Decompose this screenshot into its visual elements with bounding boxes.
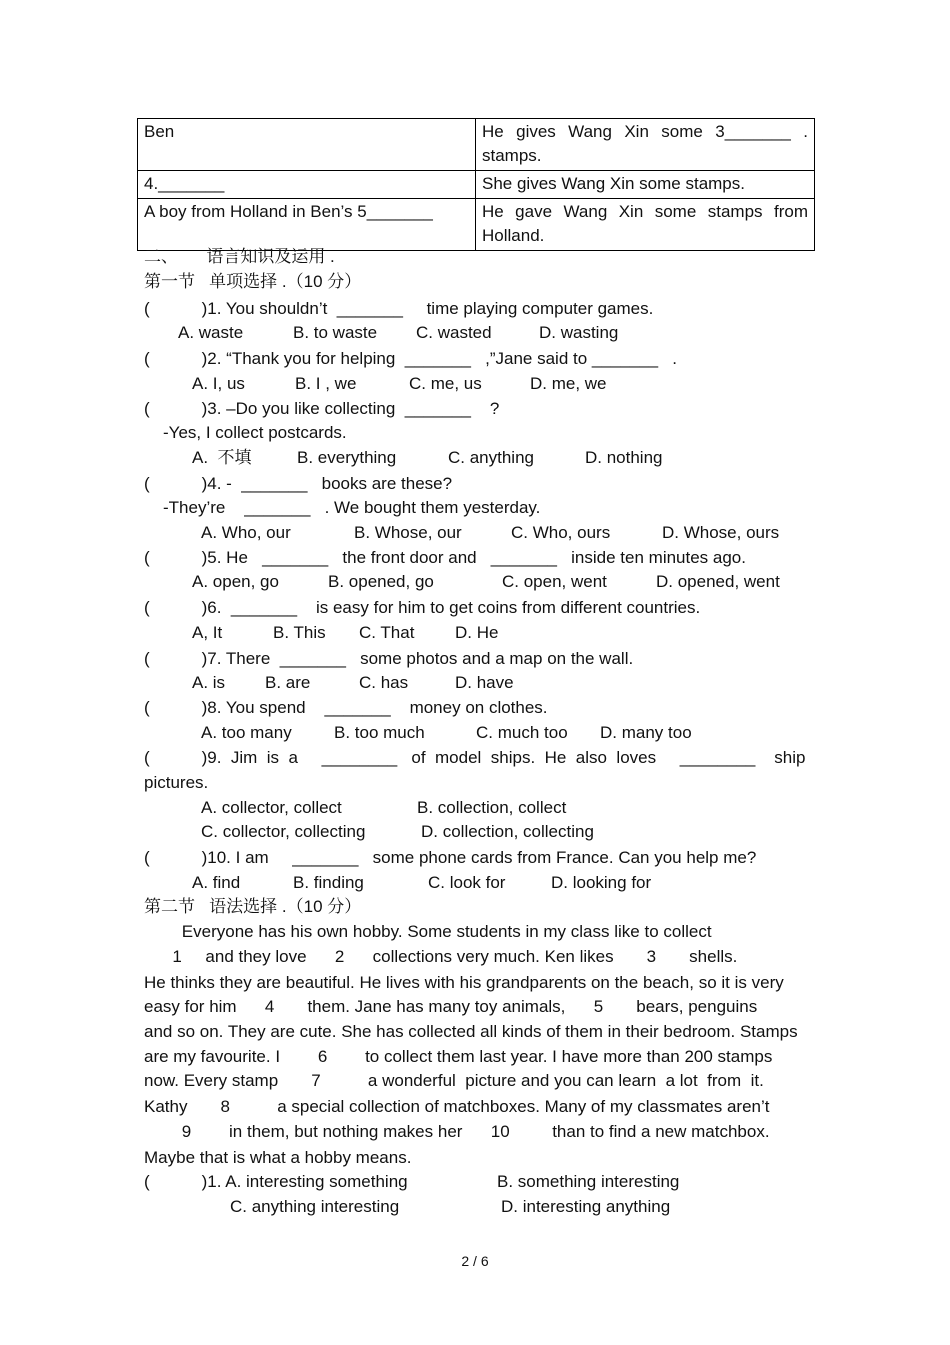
option: A. collector, collect (201, 798, 342, 817)
option: D. opened, went (656, 572, 780, 591)
option: B. to waste (293, 323, 378, 342)
page-number: 2 / 6 (461, 1253, 489, 1269)
table-cell: A boy from Holland in Ben’s 5_______ (138, 199, 476, 251)
option: B. opened, go (328, 572, 434, 591)
passage-line: 9 in them, but nothing makes her 10 than to find a new matchbox. (144, 1122, 770, 1141)
option: D. have (455, 673, 514, 692)
question-line: pictures. (144, 773, 209, 792)
question-stem: ( )1. A. interesting something (144, 1172, 408, 1191)
option: C. anything interesting (230, 1197, 400, 1216)
option: C. Who, ours (511, 523, 611, 542)
info-table (137, 118, 815, 251)
option: D. interesting anything (501, 1197, 671, 1216)
option: B. collection, collect (417, 798, 567, 817)
option: D. Whose, ours (662, 523, 780, 542)
option: D. many too (600, 723, 692, 742)
option: C. much too (476, 723, 568, 742)
option: D. nothing (585, 448, 663, 467)
table-cell (476, 199, 815, 251)
table-row (138, 171, 815, 199)
option: C. has (359, 673, 409, 692)
table-cell (476, 119, 815, 171)
part-heading: 二、 语言知识及运用 . (144, 247, 335, 266)
passage-line: now. Every stamp 7 a wonderful picture and you can learn a lot from it. (144, 1071, 764, 1090)
option: C. wasted (416, 323, 492, 342)
option: A. find (192, 873, 241, 892)
question-stem: ( )2. “Thank you for helping _______ ,”Jane said to _______ . (144, 349, 677, 368)
option: D. me, we (530, 374, 607, 393)
option: B. Whose, our (354, 523, 462, 542)
cell-line: He gave Wang Xin some stamps from (482, 202, 808, 221)
option: A. waste (178, 323, 244, 342)
option: B. This (273, 623, 326, 642)
option: D. looking for (551, 873, 652, 892)
cell-line: stamps. (482, 146, 542, 165)
option: B. finding (293, 873, 364, 892)
passage-line: Everyone has his own hobby. Some students in my class like to collect (144, 922, 712, 941)
question-stem: ( )7. There _______ some photos and a map on the wall. (144, 649, 634, 668)
option: B. are (265, 673, 311, 692)
cell-line: She gives Wang Xin some stamps. (482, 174, 745, 193)
question-stem: ( )5. He _______ the front door and _______ inside ten minutes ago. (144, 548, 746, 567)
table-cell: 4._______ (138, 171, 476, 199)
table-row (138, 199, 815, 251)
option: B. I , we (295, 374, 357, 393)
option: B. too much (334, 723, 425, 742)
option: A. is (192, 673, 226, 692)
question-stem: ( )4. - _______ books are these? (144, 474, 453, 493)
section-title: 第二节 语法选择 .（10 分） (144, 897, 362, 916)
option: D. He (455, 623, 499, 642)
option: B. everything (297, 448, 397, 467)
passage-line: easy for him 4 them. Jane has many toy animals, 5 bears, penguins (144, 997, 758, 1016)
question-stem: ( )1. You shouldn’t _______ time playing computer games. (144, 299, 654, 318)
option: A. I, us (192, 374, 245, 393)
passage-line: 1 and they love 2 collections very much. Ken likes 3 shells. (144, 947, 738, 966)
passage-line: He thinks they are beautiful. He lives with his grandparents on the beach, so it is very (144, 973, 784, 992)
option: C. That (359, 623, 415, 642)
option: C. open, went (502, 572, 607, 591)
option: B. something interesting (497, 1172, 680, 1191)
question-stem: ( )8. You spend _______ money on clothes. (144, 698, 548, 717)
table-cell (476, 171, 815, 199)
question-stem: ( )3. –Do you like collecting _______ ? (144, 399, 500, 418)
option: A. Who, our (201, 523, 291, 542)
passage-line: Kathy 8 a special collection of matchboxes. Many of my classmates aren’t (144, 1097, 770, 1116)
option: A, It (192, 623, 223, 642)
option: D. collection, collecting (421, 822, 594, 841)
passage-line: are my favourite. I 6 to collect them last year. I have more than 200 stamps (144, 1047, 773, 1066)
option: A. open, go (192, 572, 279, 591)
passage-line: and so on. They are cute. She has collected all kinds of them in their bedroom. Stamps (144, 1022, 798, 1041)
table-cell: Ben (138, 119, 476, 171)
question-stem: ( )9. Jim is a ________ of model ships. He also loves ________ ship (144, 748, 806, 767)
option: C. anything (448, 448, 534, 467)
table-row (138, 119, 815, 171)
question-stem: ( )6. _______ is easy for him to get coins from different countries. (144, 598, 701, 617)
cell-line: Holland. (482, 226, 545, 245)
question-stem: ( )10. I am _______ some phone cards from France. Can you help me? (144, 848, 757, 867)
option: C. look for (428, 873, 506, 892)
option: D. wasting (539, 323, 619, 342)
question-line: -Yes, I collect postcards. (163, 423, 347, 442)
question-line: -They’re _______ . We bought them yesterday. (163, 498, 541, 517)
cell-line: He gives Wang Xin some 3_______ . (482, 122, 808, 141)
section-title: 第一节 单项选择 .（10 分） (144, 272, 362, 291)
option: A. 不填 (192, 448, 252, 467)
option: C. collector, collecting (201, 822, 366, 841)
option: A. too many (201, 723, 292, 742)
option: C. me, us (409, 374, 482, 393)
passage-line: Maybe that is what a hobby means. (144, 1148, 412, 1167)
